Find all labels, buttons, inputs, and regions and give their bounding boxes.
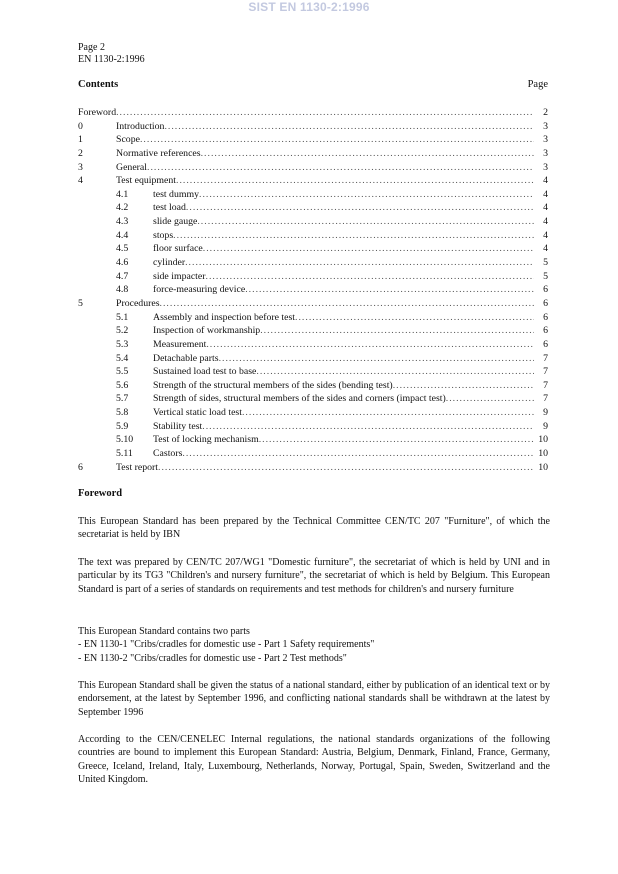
toc-entry <box>78 120 548 134</box>
toc-entry <box>78 283 548 297</box>
toc-entry-title: Vertical static load test <box>153 407 242 419</box>
toc-entry-number: 4.6 <box>116 257 129 269</box>
toc-entry <box>78 297 548 311</box>
toc-entry-title: Stability test <box>153 420 203 432</box>
toc-entry <box>78 242 548 256</box>
dot-leader <box>259 433 534 447</box>
toc-entry-page: 7 <box>543 379 548 391</box>
watermark: SIST EN 1130-2:1996 <box>248 0 370 14</box>
toc-entry-number: 4.4 <box>116 229 129 241</box>
toc-entry-page: 6 <box>543 338 548 350</box>
part-2-item: - EN 1130-2 "Cribs/cradles for domestic use - Part 2 Test methods" <box>78 652 347 664</box>
toc-entry-title: Inspection of workmanship <box>153 325 261 337</box>
page-number: Page 2 <box>78 42 105 53</box>
toc-entry-title: General <box>116 161 148 173</box>
contents-page-label: Page <box>527 79 548 90</box>
parts-intro: This European Standard contains two parts <box>78 626 250 637</box>
toc-entry-page: 7 <box>543 352 548 364</box>
toc-entry-number: 4.8 <box>116 284 129 296</box>
toc-entry-page: 4 <box>543 202 548 214</box>
toc-entry-title: Procedures <box>116 297 160 309</box>
dot-leader <box>203 242 534 256</box>
toc-entry-page: 3 <box>543 134 548 146</box>
toc-entry-page: 3 <box>543 120 548 132</box>
foreword-paragraph-2: The text was prepared by CEN/TC 207/WG1 "Domestic furniture", the secretariat of which is held by UNI and in particular by its TG3 "Children's and nursery furniture", the secretariat of which is held by Belgium. This European Standard is part of a series of standards on requirements and test methods for children's and nursery furniture <box>78 557 550 595</box>
toc-entry-number: 2 <box>78 147 83 159</box>
toc-entry-title: test dummy <box>153 188 199 200</box>
part-1-item: - EN 1130-1 "Cribs/cradles for domestic use - Part 1 Safety requirements" <box>78 639 375 651</box>
toc-entry-number: 5.8 <box>116 407 129 419</box>
toc-entry-number: 5.11 <box>116 448 133 460</box>
toc-entry-number: 4 <box>78 175 83 187</box>
toc-entry <box>78 392 548 406</box>
toc-entry <box>78 229 548 243</box>
toc-entry-title: stops <box>153 229 174 241</box>
toc-entry-title: Assembly and inspection before test <box>153 311 296 323</box>
toc-entry-page: 5 <box>543 257 548 269</box>
toc-entry-number: 5.3 <box>116 338 129 350</box>
toc-entry <box>78 256 548 270</box>
toc-entry-title: Measurement <box>153 338 207 350</box>
toc-entry-page: 4 <box>543 175 548 187</box>
toc-entry-title: Introduction <box>116 120 165 132</box>
toc-entry-title: cylinder <box>153 257 186 269</box>
toc-entry-number: 5.10 <box>116 434 134 446</box>
toc-entry-number: 5.6 <box>116 379 129 391</box>
toc-entry <box>78 447 548 461</box>
toc-entry-number: 3 <box>78 161 83 173</box>
contents-title: Contents <box>78 79 119 90</box>
dot-leader <box>140 133 534 147</box>
toc-entry-title: Foreword <box>78 107 117 118</box>
toc-entry-number: 6 <box>78 461 83 473</box>
toc-entry <box>78 215 548 229</box>
dot-leader <box>201 147 534 161</box>
dot-leader <box>186 201 534 215</box>
toc-entry-page: 6 <box>543 284 548 296</box>
toc-entry-number: 5.5 <box>116 366 129 378</box>
toc-entry-number: 0 <box>78 120 83 132</box>
toc-entry-title: Strength of the structural members of the sides (bending test) <box>153 379 393 391</box>
toc-entry <box>78 352 548 366</box>
dot-leader <box>260 324 534 338</box>
toc-entry-title: Castors <box>153 448 183 460</box>
toc-entry-number: 5 <box>78 297 83 309</box>
dot-leader <box>219 352 534 366</box>
dot-leader <box>242 406 534 420</box>
toc-entry-page: 3 <box>543 161 548 173</box>
toc-entry <box>78 106 548 120</box>
dot-leader <box>295 311 534 325</box>
toc-entry-page: 6 <box>543 311 548 323</box>
toc-entry-number: 4.1 <box>116 188 129 200</box>
toc-entry-number: 5.4 <box>116 352 129 364</box>
toc-entry <box>78 201 548 215</box>
toc-entry-page: 7 <box>543 366 548 378</box>
contents-heading <box>78 79 548 90</box>
toc-entry <box>78 161 548 175</box>
toc-entry-title: Test of locking mechanism <box>153 434 259 446</box>
toc-entry-page: 4 <box>543 216 548 228</box>
toc-entry <box>78 365 548 379</box>
page-header <box>78 42 145 66</box>
toc-entry-page: 4 <box>543 243 548 255</box>
foreword-paragraph-4: This European Standard shall be given the status of a national standard, either by publication of an identical text or by endorsement, at the latest by September 1996, and conflicting national standards shall be withdrawn at the latest by September 1996 <box>78 680 550 718</box>
toc-entry-page: 9 <box>543 420 548 432</box>
toc-entry-title: slide gauge <box>153 216 198 228</box>
standard-id: EN 1130-2:1996 <box>78 54 145 65</box>
toc-entry-number: 5.1 <box>116 311 129 323</box>
dot-leader <box>256 365 534 379</box>
toc-entry-page: 2 <box>543 107 548 118</box>
dot-leader <box>206 270 534 284</box>
dot-leader <box>176 174 534 188</box>
toc-entry-page: 9 <box>543 407 548 419</box>
toc-entry-page: 10 <box>538 448 548 460</box>
toc-entry <box>78 379 548 393</box>
toc-entry-title: Scope <box>116 134 140 146</box>
toc-entry <box>78 406 548 420</box>
toc-entry-number: 5.7 <box>116 393 129 405</box>
dot-leader <box>160 297 534 311</box>
toc-entry-number: 4.5 <box>116 243 129 255</box>
foreword-paragraph-1: This European Standard has been prepared by the Technical Committee CEN/TC 207 "Furniture", of which the secretariat is held by IBN <box>78 516 550 541</box>
toc-entry-title: force-measuring device <box>153 284 246 296</box>
toc-entry <box>78 420 548 434</box>
dot-leader <box>182 447 534 461</box>
toc-entry <box>78 324 548 338</box>
dot-leader <box>197 215 534 229</box>
foreword-paragraph-3 <box>78 625 550 665</box>
toc-entry-page: 7 <box>543 393 548 405</box>
toc-entry-page: 6 <box>543 325 548 337</box>
toc-entry-number: 5.9 <box>116 420 129 432</box>
toc-entry <box>78 433 548 447</box>
toc-entry-title: side impacter <box>153 270 206 282</box>
toc-entry <box>78 188 548 202</box>
toc-entry <box>78 270 548 284</box>
toc-entry-page: 4 <box>543 188 548 200</box>
toc-entry-title: test load <box>153 202 186 214</box>
toc-entry-title: Test report <box>116 461 159 473</box>
toc-entry <box>78 338 548 352</box>
toc-entry <box>78 133 548 147</box>
toc-entry-title: Sustained load test to base <box>153 366 257 378</box>
toc-entry-number: 4.2 <box>116 202 129 214</box>
toc-entry-page: 5 <box>543 270 548 282</box>
toc-entry-page: 10 <box>538 461 548 473</box>
dot-leader <box>446 392 534 406</box>
toc-entry-page: 10 <box>538 434 548 446</box>
toc-entry-title: Strength of sides, structural members of the sides and corners (impact test) <box>153 393 446 405</box>
toc-entry-page: 3 <box>543 147 548 159</box>
dot-leader <box>206 338 534 352</box>
toc-entry-number: 1 <box>78 134 83 146</box>
dot-leader <box>147 161 534 175</box>
toc-entry-number: 4.3 <box>116 216 129 228</box>
dot-leader <box>116 106 534 120</box>
toc-entry-title: Test equipment <box>116 175 176 187</box>
dot-leader <box>158 461 534 475</box>
dot-leader <box>202 420 534 434</box>
toc-entry <box>78 311 548 325</box>
dot-leader <box>173 229 534 243</box>
toc-entry <box>78 147 548 161</box>
dot-leader <box>245 283 534 297</box>
toc-entry-number: 4.7 <box>116 270 129 282</box>
foreword-heading: Foreword <box>78 488 123 499</box>
toc-entry-title: floor surface <box>153 243 203 255</box>
toc-entry-number: 5.2 <box>116 325 129 337</box>
toc-entry-page: 6 <box>543 297 548 309</box>
dot-leader <box>164 120 534 134</box>
dot-leader <box>393 379 534 393</box>
toc-entry-title: Normative references <box>116 147 201 159</box>
toc-entry <box>78 461 548 475</box>
toc-entry <box>78 174 548 188</box>
dot-leader <box>185 256 534 270</box>
toc-entry-page: 4 <box>543 229 548 241</box>
foreword-paragraph-5: According to the CEN/CENELEC Internal regulations, the national standards organizations of the following countries are bound to implement this European Standard: Austria, Belgium, Denmark, Finland, France, Germany, Greece, Iceland, Ireland, Italy, Luxembourg, Netherlands, Norway, Portugal, Spain, Sweden, Switzerland and the United Kingdom. <box>78 734 550 786</box>
dot-leader <box>199 188 534 202</box>
toc-entry-title: Detachable parts <box>153 352 219 364</box>
table-of-contents <box>78 106 548 474</box>
